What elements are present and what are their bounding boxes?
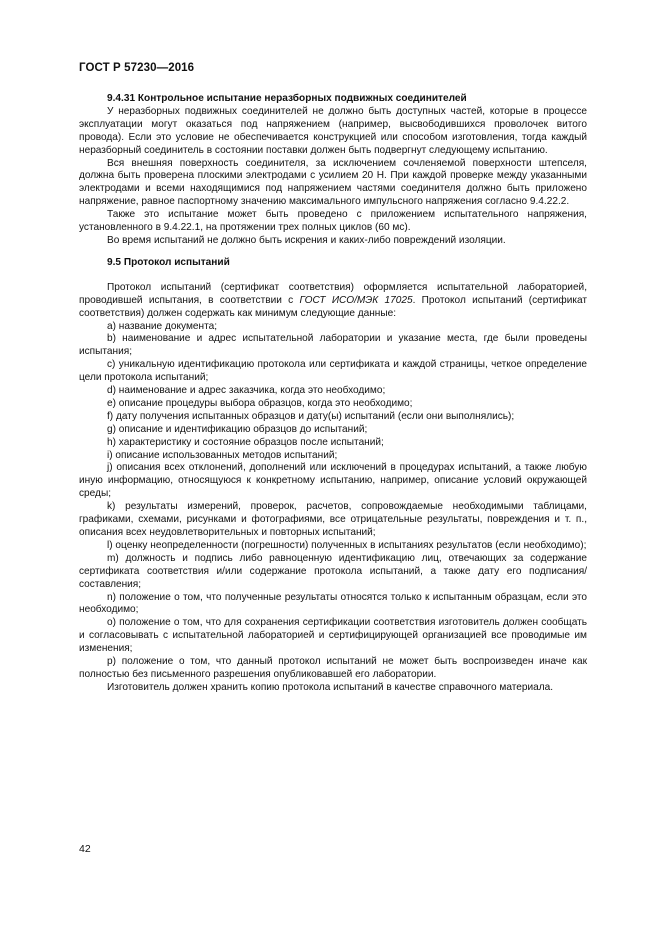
intro-text: . Протокол испытаний (сертификат соответствия) должен содержать как минимум следующие данные: bbox=[79, 294, 588, 319]
document-header: ГОСТ Р 57230—2016 bbox=[79, 62, 195, 74]
list-item: n) положение о том, что полученные результаты относятся только к испытанным образцам, если это необходимо; bbox=[79, 591, 587, 616]
list-item: g) описание и идентификацию образцов до испытаний; bbox=[107, 423, 368, 435]
paragraph: Вся внешняя поверхность соединителя, за исключением сочленяемой поверхности штепселя, должна быть проверена плоскими электродами с усилием 20 Н. При каждой проверке между указанными электродами и всеми находящимися под напряжением частями соединителя должно быть приложено напряжение, равное паспортному значению максимального импульсного напряжения согласно 9.4.22.2. bbox=[79, 157, 587, 208]
heading-9-5: 9.5 Протокол испытаний bbox=[107, 256, 230, 268]
list-item: m) должность и подпись либо равноценную идентификацию лиц, отвечающих за содержание сертификата соответствия и/или содержание протокола испытаний, а также дату его подписания/составления; bbox=[79, 552, 587, 590]
list-item: а) название документа; bbox=[107, 320, 217, 332]
heading-9-4-31: 9.4.31 Контрольное испытание неразборных подвижных соединителей bbox=[107, 93, 467, 104]
list-item: f) дату получения испытанных образцов и дату(ы) испытаний (если они выполнялись); bbox=[107, 410, 515, 422]
paragraph: Во время испытаний не должно быть искрения и каких-либо повреждений изоляции. bbox=[107, 234, 506, 246]
spacer bbox=[79, 270, 587, 282]
list-item: k) результаты измерений, проверок, расчетов, сопровождаемые необходимыми таблицами, графиками, схемами, рисунками и фотографиями, все отрицательные результаты, повреждения и т. п., описания всех неудовлетворительных и повторных испытаний; bbox=[79, 501, 587, 538]
list-item: j) описания всех отклонений, дополнений или исключений в процедурах испытаний, а также любую иную информацию, относящуюся к конкретному испытанию, например, описание условий окружающей среды; bbox=[79, 462, 587, 500]
list-item: e) описание процедуры выбора образцов, когда это необходимо; bbox=[107, 397, 413, 409]
list-item: p) положение о том, что данный протокол испытаний не может быть воспроизведен иначе как полностью без письменного разрешения опубликовавшей его лаборатории. bbox=[79, 656, 587, 680]
page-number: 42 bbox=[79, 843, 91, 855]
list-item: b) наименование и адрес испытательной лаборатории и указание места, где были проведены испытания; bbox=[79, 333, 587, 358]
paragraph: У неразборных подвижных соединителей не должно быть доступных частей, которые в процессе эксплуатации могут оказаться под напряжением (например, высвободившихся проволочек витого провода). Если это условие не обеспечивается конструкцией или способом изготовления, тогда каждый неразборный соединитель в состоянии поставки должен быть подвергнут следующему испытанию. bbox=[79, 105, 587, 156]
closing-paragraph: Изготовитель должен хранить копию протокола испытаний в качестве справочного материала. bbox=[107, 681, 554, 693]
list-item: o) положение о том, что для сохранения сертификации соответствия изготовитель должен сообщать и согласовывать с испытательной лабораторией и сертифицирующей организацией все проводимые им изменения; bbox=[79, 617, 587, 655]
page-content bbox=[79, 93, 587, 695]
list-item: l) оценку неопределенности (погрешности) полученных в испытаниях результатов (если необходимо); bbox=[107, 539, 587, 551]
intro-text: Протокол испытаний (сертификат соответствия) оформляется испытательной лабораторией, проводившей испытания, в соответствии с bbox=[79, 281, 587, 306]
list-item: h) характеристику и состояние образцов после испытаний; bbox=[107, 436, 384, 448]
paragraph: Также это испытание может быть проведено с приложением испытательного напряжения, установленного в 9.4.22.1, на протяжении трех полных циклов (60 мс). bbox=[79, 209, 587, 234]
list-item: c) уникальную идентификацию протокола или сертификата и каждой страницы, четкое определение цели протокола испытаний; bbox=[79, 359, 587, 384]
intro-paragraph bbox=[79, 282, 587, 321]
standard-reference: ГОСТ ИСО/МЭК 17025 bbox=[299, 294, 413, 306]
list-item: d) наименование и адрес заказчика, когда это необходимо; bbox=[107, 385, 386, 397]
list-item: i) описание использованных методов испытаний; bbox=[107, 449, 338, 461]
spacer bbox=[79, 248, 587, 257]
